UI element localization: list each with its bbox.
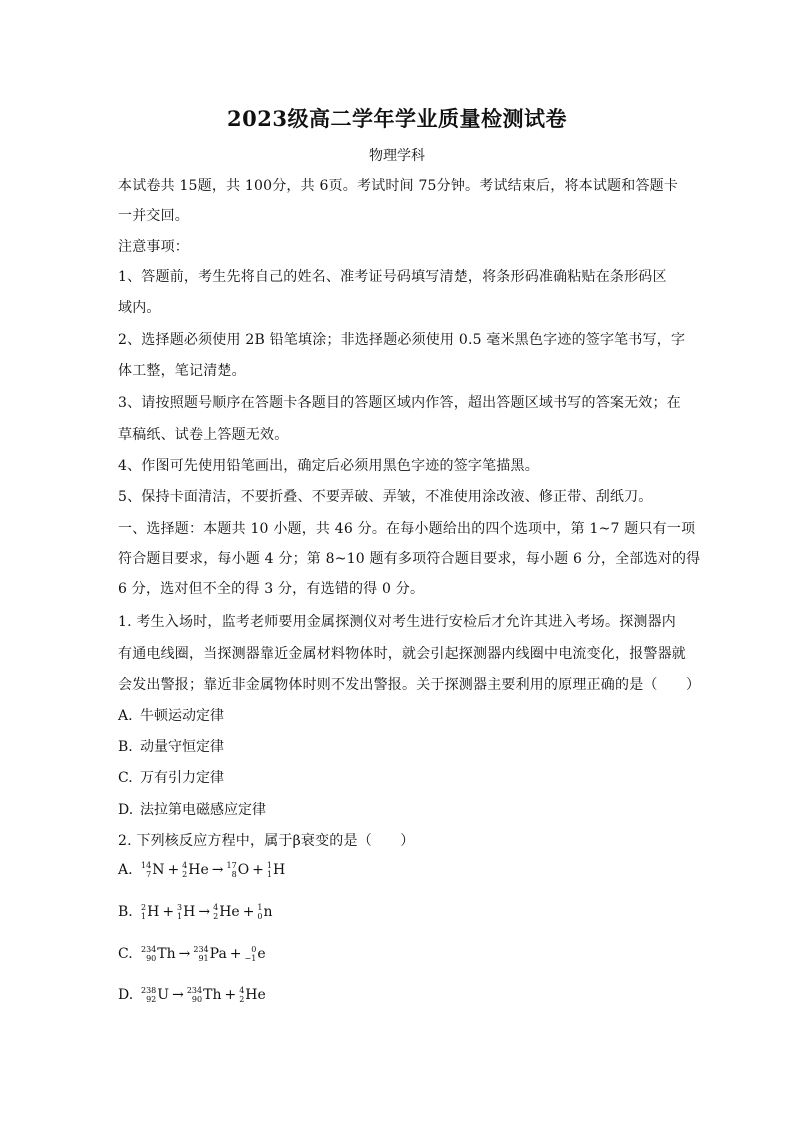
- nuclide: [193, 945, 226, 963]
- arrow-operator: →: [172, 987, 184, 1003]
- option-text: 牛顿运动定律: [140, 708, 224, 724]
- arrow-operator: →: [211, 862, 224, 878]
- plus-operator: +: [242, 904, 255, 920]
- nuclide: [267, 861, 285, 879]
- option-label: A.: [118, 862, 133, 878]
- plus-operator: +: [252, 862, 264, 878]
- intro-line: 一并交回。: [118, 208, 189, 224]
- nuclide: [239, 986, 266, 1004]
- q1-option-a: [118, 706, 224, 726]
- option-label: D.: [118, 987, 134, 1003]
- plus-operator: +: [162, 904, 175, 920]
- notice-line: 域内。: [118, 300, 161, 316]
- atomic-number: 1: [266, 870, 272, 879]
- mass-number: 3: [177, 903, 183, 912]
- mass-number: 17: [226, 861, 237, 870]
- arrow-operator: →: [178, 946, 191, 962]
- element-symbol: O: [237, 862, 250, 878]
- element-symbol: e: [257, 946, 266, 962]
- section-text: 6 分，选对但不全的得 3 分，有选错的得 0 分。: [118, 581, 425, 597]
- atomic-number: 2: [213, 912, 219, 921]
- nuclide: [141, 861, 164, 879]
- option-label: B.: [118, 904, 133, 920]
- notice-line: 4、作图可先使用铅笔画出，确定后必须用黑色字迹的签字笔描黑。: [118, 458, 539, 474]
- element-symbol: Th: [203, 987, 222, 1003]
- atomic-number: 1: [141, 912, 147, 921]
- atomic-number: 90: [191, 995, 203, 1004]
- nuclide: [177, 903, 195, 921]
- intro-line: 本试卷共 15题，共 100分，共 6页。考试时间 75分钟。考试结束后，将本试题和答题卡: [118, 178, 679, 194]
- q1-option-b: [118, 737, 224, 757]
- atomic-number: 7: [146, 870, 152, 879]
- nuclear-equation: [140, 862, 286, 878]
- option-label: A.: [118, 708, 133, 724]
- atomic-number: 2: [182, 870, 188, 879]
- plus-operator: +: [229, 946, 242, 962]
- notice-heading: 注意事项：: [118, 239, 189, 255]
- mass-number: 2: [141, 903, 147, 912]
- page-title: 2023级高二学年学业质量检测试卷: [227, 106, 567, 131]
- mass-number: 0: [251, 945, 257, 954]
- atomic-number: 90: [146, 954, 157, 963]
- element-symbol: He: [219, 904, 240, 920]
- atomic-number: 1: [177, 912, 183, 921]
- q2-option-d: [118, 986, 267, 1016]
- atomic-number: 92: [146, 995, 157, 1004]
- q2-option-c: [118, 945, 267, 975]
- atomic-number: 8: [231, 870, 237, 879]
- nuclide: [182, 861, 209, 879]
- notice-line: 1、答题前，考生先将自己的姓名、准考证号码填写清楚，将条形码准确粘贴在条形码区: [118, 269, 667, 285]
- mass-number: 238: [141, 986, 157, 995]
- mass-number: 4: [239, 986, 245, 995]
- notice-line: 5、保持卡面清洁，不要折叠、不要弄破、弄皱，不准使用涂改液、修正带、刮纸刀。: [118, 489, 653, 505]
- atomic-number: 91: [198, 954, 209, 963]
- nuclide: [257, 903, 272, 921]
- option-label: C.: [118, 946, 133, 962]
- nuclide: [141, 903, 159, 921]
- nuclide: [213, 903, 240, 921]
- question-1-stem: 有通电线圈，当探测器靠近金属材料物体时，就会引起探测器内线圈中电流变化，报警器就: [118, 646, 686, 662]
- element-symbol: U: [157, 987, 170, 1003]
- option-label: B.: [118, 739, 133, 755]
- notice-line: 2、选择题必须使用 2B 铅笔填涂；非选择题必须使用 0.5 毫米黑色字迹的签字笔书写，字: [118, 332, 686, 348]
- element-symbol: H: [147, 904, 160, 920]
- nuclide: [227, 861, 250, 879]
- element-symbol: Pa: [209, 946, 227, 962]
- mass-number: 4: [182, 861, 188, 870]
- mass-number: 1: [257, 903, 263, 912]
- nuclear-equation: [140, 904, 274, 920]
- option-label: D.: [118, 802, 134, 818]
- nuclide: [187, 986, 222, 1004]
- mass-number: 234: [186, 986, 203, 995]
- q1-option-d: [118, 800, 266, 820]
- option-label: C.: [118, 770, 133, 786]
- option-text: 动量守恒定律: [140, 739, 224, 755]
- mass-number: 1: [266, 861, 272, 870]
- q2-option-a: [118, 861, 286, 891]
- plus-operator: +: [167, 862, 180, 878]
- arrow-operator: →: [198, 904, 211, 920]
- section-heading: 一、选择题：本题共 10 小题，共 46 分。在每小题给出的四个选项中，第 1~7 题只有一项: [118, 521, 696, 537]
- mass-number: 14: [141, 861, 152, 870]
- mass-number: 234: [193, 945, 209, 954]
- plus-operator: +: [224, 987, 237, 1003]
- mass-number: 234: [141, 945, 157, 954]
- q2-option-b: [118, 903, 274, 933]
- nuclide: [245, 945, 266, 963]
- option-text: 法拉第电磁感应定律: [140, 802, 266, 818]
- question-1-stem: 会发出警报；靠近非金属物体时则不发出警报。关于探测器主要利用的原理正确的是（ ）: [118, 677, 701, 693]
- atomic-number: −1: [244, 954, 257, 963]
- nuclide: [141, 986, 169, 1004]
- nuclear-equation: [140, 987, 267, 1003]
- question-2-stem: 2. 下列核反应方程中，属于β衰变的是（ ）: [118, 833, 415, 849]
- element-symbol: He: [188, 862, 209, 878]
- element-symbol: n: [263, 904, 273, 920]
- notice-line: 体工整，笔记清楚。: [118, 363, 246, 379]
- element-symbol: He: [245, 987, 266, 1003]
- notice-line: 草稿纸、试卷上答题无效。: [118, 427, 289, 443]
- mass-number: 4: [213, 903, 219, 912]
- question-1-stem: 1. 考生入场时，监考老师要用金属探测仪对考生进行安检后才允许其进入考场。探测器内: [118, 614, 677, 630]
- element-symbol: N: [152, 862, 165, 878]
- nuclear-equation: [140, 946, 267, 962]
- element-symbol: Th: [157, 946, 176, 962]
- section-text: 符合题目要求，每小题 4 分；第 8~10 题有多项符合题目要求，每小题 6 分，全部选对的得: [118, 551, 701, 567]
- option-text: 万有引力定律: [140, 770, 224, 786]
- q1-option-c: [118, 768, 224, 788]
- element-symbol: H: [273, 862, 286, 878]
- element-symbol: H: [183, 904, 196, 920]
- atomic-number: 2: [239, 995, 245, 1004]
- atomic-number: 0: [257, 912, 263, 921]
- notice-line: 3、请按照题号顺序在答题卡各题目的答题区域内作答，超出答题区域书写的答案无效；在: [118, 395, 681, 411]
- nuclide: [141, 945, 176, 963]
- subject-label: 物理学科: [369, 148, 425, 164]
